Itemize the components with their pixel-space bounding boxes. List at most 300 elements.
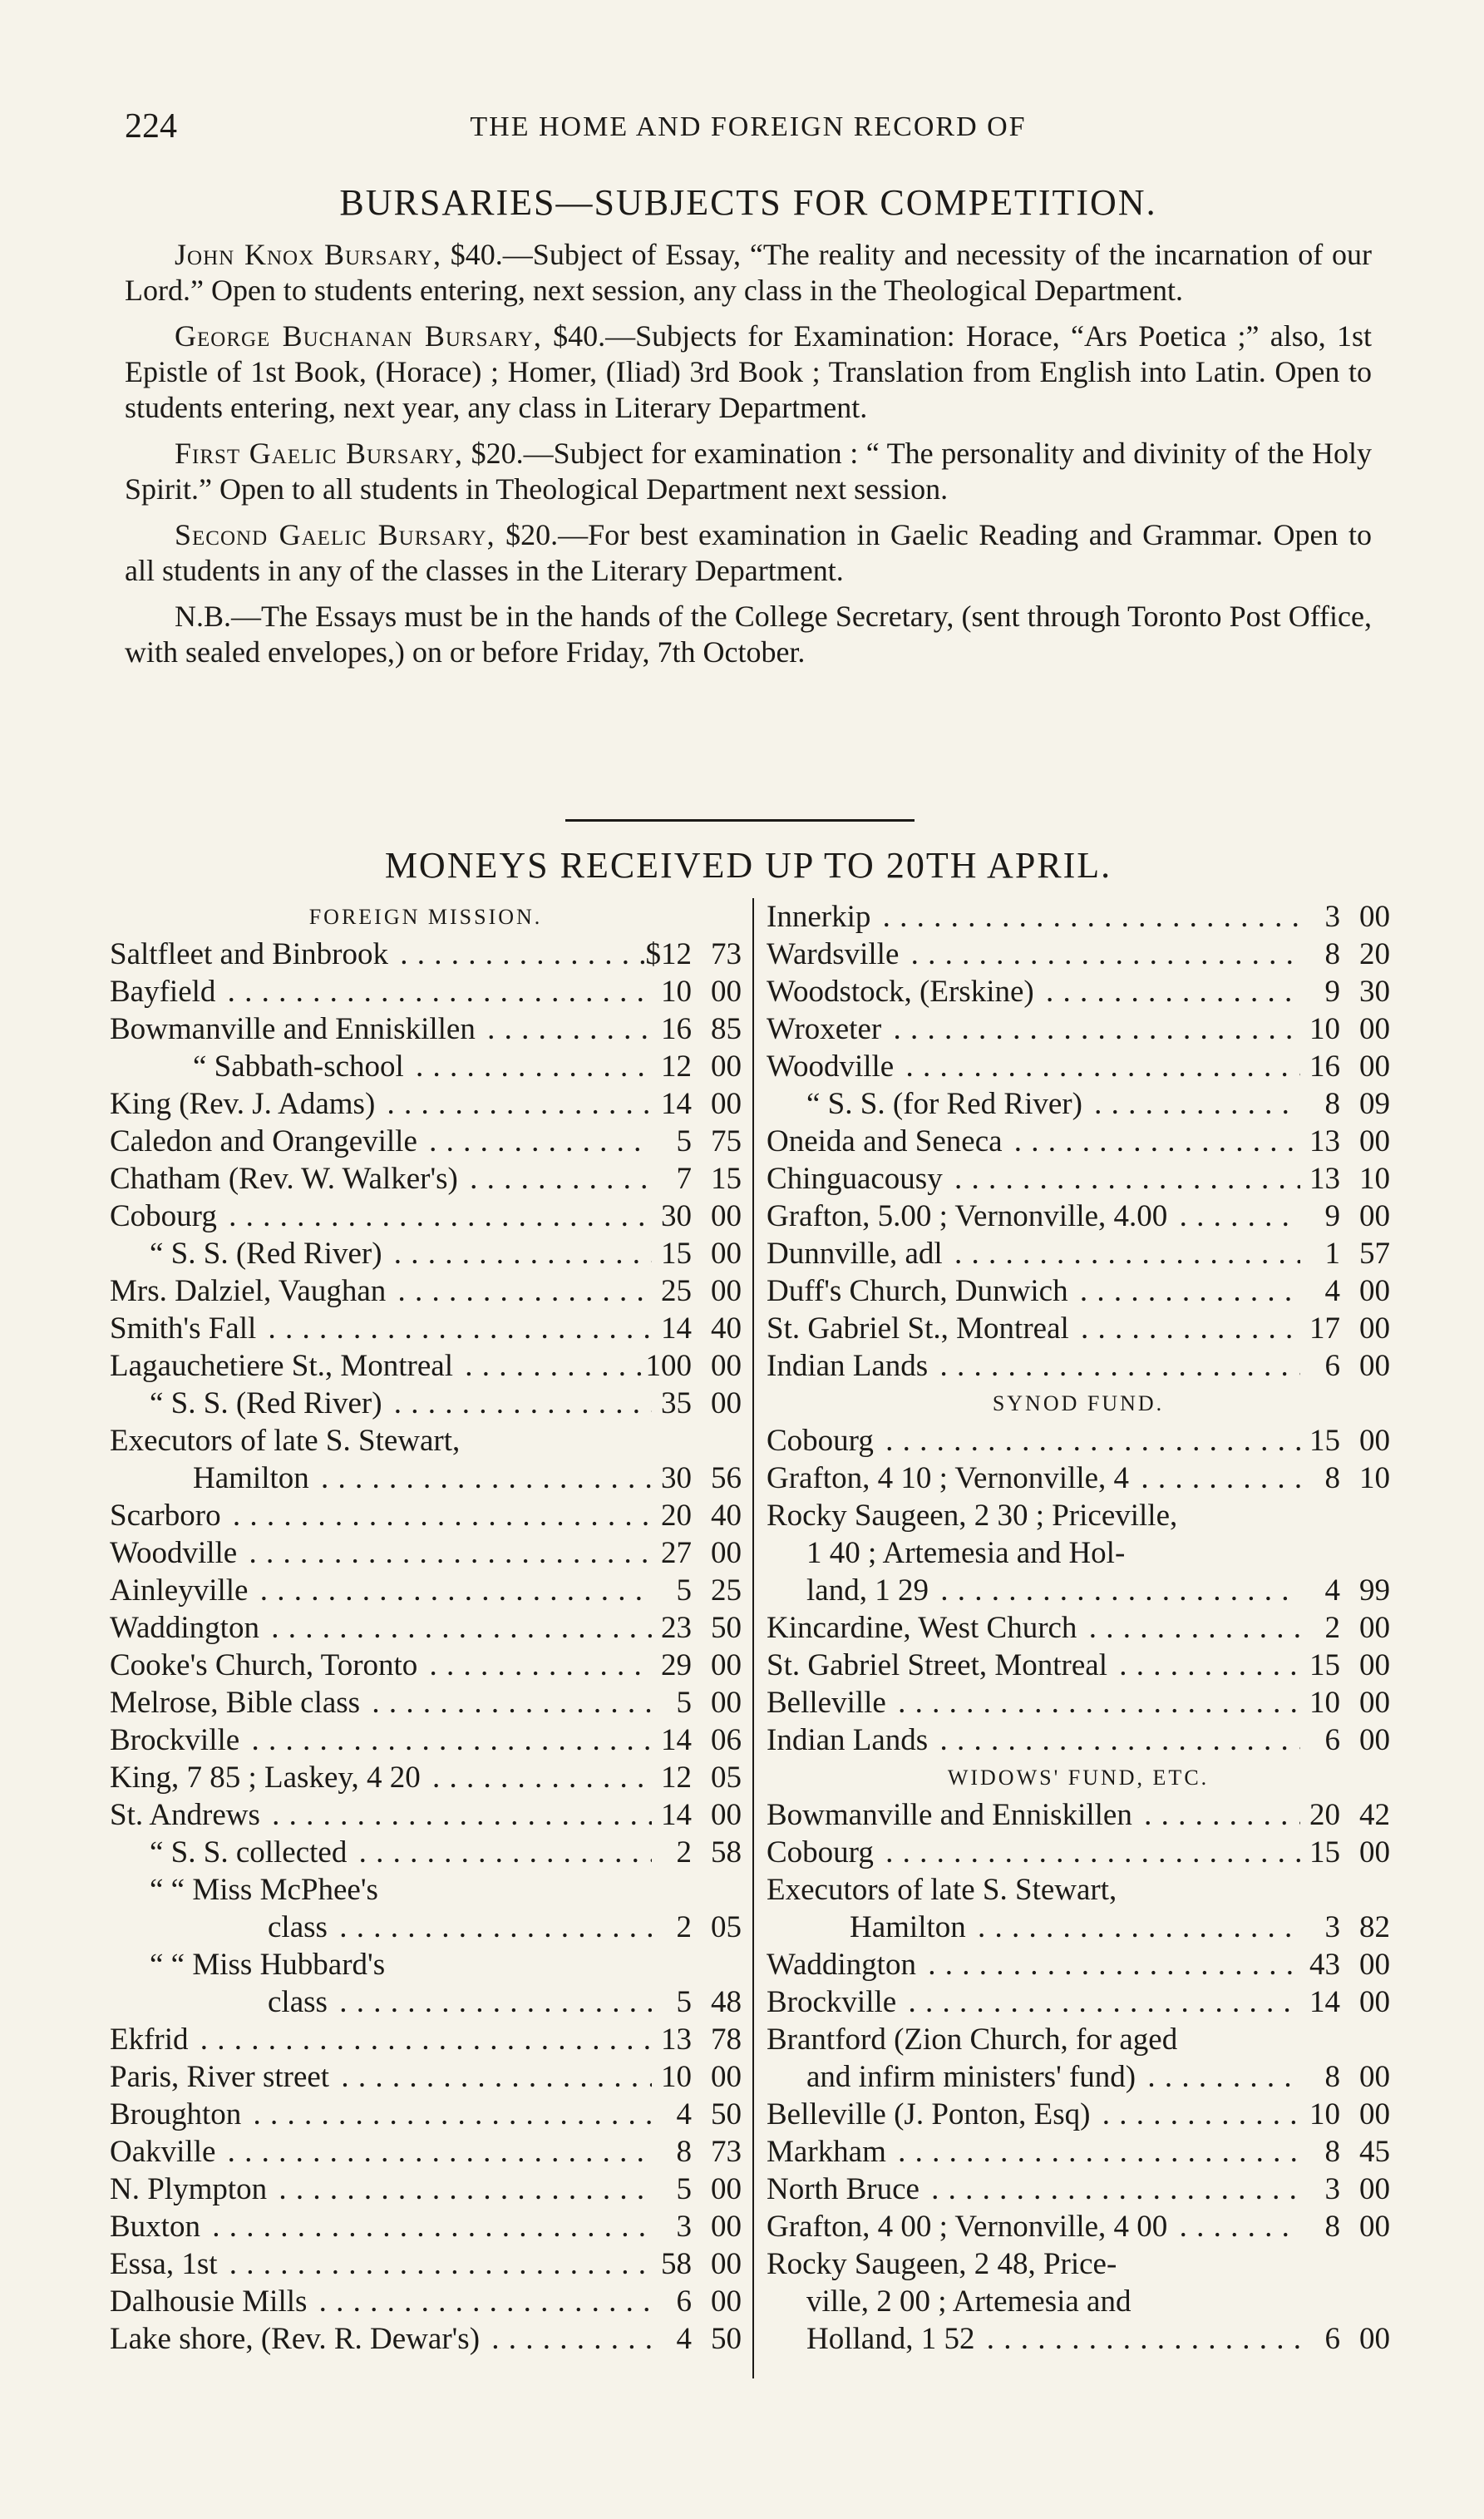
- amount-cents: 00: [711, 2172, 742, 2206]
- contribution-entry: [767, 1048, 1390, 1085]
- amount-cents: 00: [711, 2210, 742, 2244]
- contribution-entry: [767, 898, 1390, 936]
- contribution-entry: [767, 1272, 1390, 1310]
- amount-cents: 00: [711, 1199, 742, 1233]
- amount-cents: 00: [1359, 2172, 1390, 2206]
- amount-cents: 40: [711, 1499, 742, 1533]
- contributor-name-text: Woodville: [767, 1050, 897, 1084]
- contributor-name-text: Executors of late S. Stewart,: [767, 1873, 1120, 1907]
- contribution-entry: [110, 1160, 742, 1198]
- amount-cents: 00: [1359, 1199, 1390, 1233]
- contributor-name-text: Essa, 1st: [110, 2247, 221, 2281]
- contributor-name-text: Broughton: [110, 2097, 244, 2131]
- section-divider-rule: [565, 819, 915, 822]
- contribution-entry: [110, 1609, 742, 1647]
- amount-cents: 00: [711, 1087, 742, 1121]
- contributor-name-text: Bowmanville and Enniskillen: [110, 1012, 479, 1046]
- contributor-name-text: Rocky Saugeen, 2 30 ; Priceville,: [767, 1499, 1181, 1533]
- amount-cents: 00: [1359, 1723, 1390, 1757]
- contribution-entry: [767, 1871, 1390, 1909]
- contributor-name-text: Smith's Fall: [110, 1311, 259, 1346]
- contributor-name: [767, 1160, 1300, 1198]
- contribution-entry: [767, 2245, 1390, 2283]
- amount-dollars: 4: [1254, 1272, 1340, 1310]
- contributor-name-text: “ S. S. (Red River): [150, 1386, 386, 1420]
- amount-dollars: 10: [1254, 1010, 1340, 1048]
- contribution-entry: [767, 1235, 1390, 1272]
- amount-cents: 00: [1359, 2322, 1390, 2356]
- contributor-name: [806, 1534, 1300, 1572]
- amount-cents: 00: [1359, 1985, 1390, 2019]
- contribution-entry: [110, 1871, 742, 1909]
- amount-cents: 00: [1359, 1349, 1390, 1383]
- contributor-name-text: N. Plympton: [110, 2172, 270, 2206]
- bursary-text: N.B.—The Essays must be in the hands of the College Secretary, (sent through Toronto Post Office, with sealed envelopes,) on or before Friday, 7th October.: [125, 600, 1372, 669]
- contributor-name: [110, 1123, 652, 1160]
- amount-dollars: 13: [1254, 1123, 1340, 1160]
- contributor-name-text: “ “ Miss Hubbard's: [150, 1948, 388, 1982]
- contributor-name: [767, 1946, 1300, 1983]
- amount-dollars: 13: [605, 2021, 692, 2058]
- amount-dollars: 14: [605, 1796, 692, 1834]
- contributor-name: [110, 1198, 652, 1235]
- amount-cents: 56: [711, 1461, 742, 1495]
- contributor-name-text: Chatham (Rev. W. Walker's): [110, 1162, 461, 1196]
- contribution-entry: [110, 2058, 742, 2096]
- amount-cents: 82: [1359, 1910, 1390, 1944]
- contribution-entry: [110, 1721, 742, 1759]
- amount-cents: 75: [711, 1124, 742, 1158]
- contribution-entry: [767, 1460, 1390, 1497]
- amount-cents: 85: [711, 1012, 742, 1046]
- contribution-entry: [767, 1160, 1390, 1198]
- amount-cents: 00: [711, 1349, 742, 1383]
- contributor-name: [767, 2208, 1300, 2245]
- contributor-name: [767, 1609, 1300, 1647]
- contributor-name: [806, 2283, 1300, 2320]
- contributor-name: [110, 2171, 652, 2208]
- right-column: [767, 898, 1390, 2358]
- amount-dollars: 5: [605, 1684, 692, 1721]
- amount-cents: 00: [1359, 1948, 1390, 1982]
- amount-cents: 50: [711, 2097, 742, 2131]
- amount-cents: 15: [711, 1162, 742, 1196]
- amount-dollars: 5: [605, 1572, 692, 1609]
- contributor-name: [110, 1160, 652, 1198]
- contributor-name-text: Ainleyville: [110, 1573, 251, 1608]
- amount-dollars: 3: [1254, 1909, 1340, 1946]
- contributor-name: [150, 1235, 652, 1272]
- contributor-name: [767, 1123, 1300, 1160]
- contribution-entry: [110, 1123, 742, 1160]
- contribution-entry: [767, 1647, 1390, 1684]
- amount-cents: 00: [711, 2060, 742, 2094]
- contribution-entry: [767, 1834, 1390, 1871]
- amount-cents: 00: [711, 1274, 742, 1308]
- contributor-name: [110, 1347, 652, 1385]
- contributor-name: [767, 973, 1300, 1010]
- amount-cents: 00: [711, 1237, 742, 1271]
- contribution-entry: [110, 2245, 742, 2283]
- amount-dollars: 3: [605, 2208, 692, 2245]
- contributor-name-text: Woodville: [110, 1536, 240, 1570]
- contributor-name: [110, 1572, 652, 1609]
- contribution-entry: [767, 1572, 1390, 1609]
- contributor-name-text: Cobourg: [767, 1835, 877, 1869]
- amount-dollars: 35: [605, 1385, 692, 1422]
- amount-dollars: 10: [605, 973, 692, 1010]
- contribution-entry: [767, 2320, 1390, 2358]
- contributor-name: [110, 1534, 652, 1572]
- contributor-name: [150, 1871, 652, 1909]
- amount-dollars: 8: [1254, 1085, 1340, 1123]
- amount-dollars: 20: [1254, 1796, 1340, 1834]
- contributor-name: [193, 1460, 652, 1497]
- amount-cents: 73: [711, 937, 742, 971]
- contributor-name-text: Holland, 1 52: [806, 2322, 978, 2356]
- contributor-name-text: “ S. S. collected: [150, 1835, 350, 1869]
- contributor-name: [806, 2320, 1300, 2358]
- contribution-entry: [767, 1085, 1390, 1123]
- contributor-name: [110, 1272, 652, 1310]
- contributor-name: [110, 1721, 652, 1759]
- bursaries-title: BURSARIES—SUBJECTS FOR COMPETITION.: [339, 182, 1157, 223]
- contribution-entry: [767, 2058, 1390, 2096]
- contributor-name-text: Duff's Church, Dunwich: [767, 1274, 1072, 1308]
- contribution-entry: [110, 2283, 742, 2320]
- contributor-name-text: Cobourg: [767, 1424, 877, 1458]
- contribution-entry: [110, 2096, 742, 2133]
- contributor-name: [767, 1871, 1300, 1909]
- amount-dollars: 30: [605, 1460, 692, 1497]
- contributor-name-text: Bayfield: [110, 975, 219, 1009]
- amount-cents: 00: [1359, 1424, 1390, 1458]
- contributor-name: [110, 1310, 652, 1347]
- amount-dollars: 12: [605, 1759, 692, 1796]
- amount-dollars: 15: [1254, 1647, 1340, 1684]
- contributor-name: [110, 2245, 652, 2283]
- contribution-entry: [110, 1796, 742, 1834]
- contributor-name: [110, 2096, 652, 2133]
- contributor-name: [110, 2058, 652, 2096]
- contribution-entry: [110, 1198, 742, 1235]
- amount-cents: 00: [1359, 1648, 1390, 1682]
- contribution-entry: [110, 1272, 742, 1310]
- contributor-name-text: Oakville: [110, 2135, 219, 2169]
- contributor-name: [110, 1609, 652, 1647]
- bursary-name: George Buchanan Bursary,: [175, 319, 542, 353]
- amount-dollars: 8: [1254, 2058, 1340, 2096]
- amount-dollars: 13: [1254, 1160, 1340, 1198]
- contributor-name: [110, 2133, 652, 2171]
- contribution-entry: [767, 2096, 1390, 2133]
- amount-dollars: 16: [605, 1010, 692, 1048]
- bursary-text: $40.—Subjects for Examination: Horace, “Ars Poetica ;” also, 1st Epistle of 1st Book, (Horace) ; Homer, (Iliad) 3rd Book ; Translation from English into Latin. Open to students entering, next year, any class in Literary Department.: [125, 319, 1372, 424]
- contributor-name: [150, 1946, 652, 1983]
- contributor-name-text: Dalhousie Mills: [110, 2284, 310, 2319]
- amount-dollars: 6: [1254, 1721, 1340, 1759]
- amount-dollars: 4: [1254, 1572, 1340, 1609]
- contribution-entry: [767, 2021, 1390, 2058]
- amount-dollars: 7: [605, 1160, 692, 1198]
- contributor-name-text: Rocky Saugeen, 2 48, Price-: [767, 2247, 1120, 2281]
- contributor-name-text: Markham: [767, 2135, 890, 2169]
- amount-cents: 78: [711, 2023, 742, 2057]
- contributor-name: [767, 2245, 1300, 2283]
- contribution-entry: [767, 1684, 1390, 1721]
- amount-dollars: 15: [605, 1235, 692, 1272]
- contributor-name-text: Wroxeter: [767, 1012, 885, 1046]
- amount-dollars: 9: [1254, 1198, 1340, 1235]
- amount-dollars: 6: [1254, 2320, 1340, 2358]
- amount-cents: 20: [1359, 937, 1390, 971]
- contributor-name-text: Scarboro: [110, 1499, 224, 1533]
- amount-dollars: 25: [605, 1272, 692, 1310]
- amount-cents: 50: [711, 2322, 742, 2356]
- amount-cents: 40: [711, 1311, 742, 1346]
- contribution-entry: [767, 1010, 1390, 1048]
- contributor-name: [110, 1684, 652, 1721]
- contributor-name: [110, 1010, 652, 1048]
- amount-cents: 00: [711, 1050, 742, 1084]
- contributor-name: [767, 2133, 1300, 2171]
- contributor-name: [806, 1572, 1300, 1609]
- contribution-entry: [110, 1647, 742, 1684]
- amount-cents: 99: [1359, 1573, 1390, 1608]
- contributor-name-text: Saltfleet and Binbrook: [110, 937, 392, 971]
- fund-subheading: WIDOWS' FUND, ETC.: [947, 1766, 1210, 1790]
- contributor-name-text: Lake shore, (Rev. R. Dewar's): [110, 2322, 483, 2356]
- amount-dollars: 2: [605, 1834, 692, 1871]
- contribution-entry: [110, 1235, 742, 1272]
- contributor-name: [268, 1909, 652, 1946]
- amount-cents: 00: [1359, 1124, 1390, 1158]
- contribution-entry: [767, 936, 1390, 973]
- amount-dollars: 23: [605, 1609, 692, 1647]
- amount-cents: 05: [711, 1761, 742, 1795]
- contributor-name-text: King (Rev. J. Adams): [110, 1087, 378, 1121]
- contributor-name: [767, 1272, 1300, 1310]
- contributor-name-text: class: [268, 1985, 331, 2019]
- contributor-name: [767, 1310, 1300, 1347]
- amount-cents: 00: [1359, 2097, 1390, 2131]
- contributor-name: [110, 2320, 652, 2358]
- contributor-name-text: and infirm ministers' fund): [806, 2060, 1139, 2094]
- left-column: [110, 898, 742, 2358]
- contributor-name-text: Waddington: [110, 1611, 263, 1645]
- contributor-name-text: North Bruce: [767, 2172, 923, 2206]
- amount-dollars: 4: [605, 2096, 692, 2133]
- amount-dollars: 15: [1254, 1422, 1340, 1460]
- contribution-entry: [767, 1123, 1390, 1160]
- contribution-entry: [110, 2021, 742, 2058]
- contributor-name: [767, 1010, 1300, 1048]
- contributor-name: [767, 936, 1300, 973]
- contributor-name: [767, 1048, 1300, 1085]
- contributor-name-text: Executors of late S. Stewart,: [110, 1424, 463, 1458]
- amount-dollars: 8: [1254, 2208, 1340, 2245]
- contribution-entry: [110, 1085, 742, 1123]
- contribution-entry: [767, 1347, 1390, 1385]
- amount-dollars: 3: [1254, 2171, 1340, 2208]
- amount-cents: 50: [711, 1611, 742, 1645]
- amount-cents: 00: [711, 1798, 742, 1832]
- contributor-name-text: Mrs. Dalziel, Vaughan: [110, 1274, 389, 1308]
- contribution-entry: [110, 936, 742, 973]
- amount-dollars: 5: [605, 1983, 692, 2021]
- contributor-name-text: Indian Lands: [767, 1349, 931, 1383]
- amount-dollars: 5: [605, 1123, 692, 1160]
- contributor-name-text: Grafton, 4 00 ; Vernonville, 4 00: [767, 2210, 1171, 2244]
- contribution-entry: [110, 1534, 742, 1572]
- amount-dollars: 43: [1254, 1946, 1340, 1983]
- amount-dollars: 9: [1254, 973, 1340, 1010]
- contributor-name: [150, 1385, 652, 1422]
- contribution-entry: [767, 1198, 1390, 1235]
- bursary-name: First Gaelic Bursary,: [175, 437, 463, 470]
- contributor-name: [806, 2058, 1300, 2096]
- contribution-entry: [110, 2208, 742, 2245]
- amount-cents: 00: [1359, 1686, 1390, 1720]
- contributor-name: [850, 1909, 1300, 1946]
- contributor-name: [767, 1235, 1300, 1272]
- contributor-name-text: Ekfrid: [110, 2023, 192, 2057]
- contributor-name-text: Cooke's Church, Toronto: [110, 1648, 421, 1682]
- amount-cents: 00: [711, 1386, 742, 1420]
- bursary-paragraph: [125, 237, 1372, 309]
- contribution-entry: [110, 973, 742, 1010]
- contributor-name: [110, 1796, 652, 1834]
- amount-dollars: 10: [605, 2058, 692, 2096]
- amount-dollars: 8: [605, 2133, 692, 2171]
- moneys-received-section: [110, 898, 1390, 2412]
- amount-cents: 09: [1359, 1087, 1390, 1121]
- contributor-name: [110, 1085, 652, 1123]
- contributor-name: [767, 2096, 1300, 2133]
- contributor-name-text: Brockville: [110, 1723, 243, 1757]
- contributor-name-text: King, 7 85 ; Laskey, 4 20: [110, 1761, 424, 1795]
- contributor-name-text: Innerkip: [767, 900, 874, 934]
- amount-dollars: 27: [605, 1534, 692, 1572]
- bursary-paragraph: [125, 517, 1372, 589]
- amount-cents: 00: [1359, 2210, 1390, 2244]
- amount-cents: 10: [1359, 1461, 1390, 1495]
- amount-cents: 73: [711, 2135, 742, 2169]
- amount-dollars: 6: [605, 2283, 692, 2320]
- contributor-name-text: Hamilton: [193, 1461, 313, 1495]
- amount-cents: 00: [1359, 900, 1390, 934]
- contributor-name-text: Kincardine, West Church: [767, 1611, 1080, 1645]
- contribution-entry: [110, 1946, 742, 1983]
- contributor-name: [767, 2171, 1300, 2208]
- bursary-name: John Knox Bursary,: [175, 238, 441, 271]
- amount-cents: 58: [711, 1835, 742, 1869]
- amount-dollars: 6: [1254, 1347, 1340, 1385]
- contributor-name: [110, 1422, 652, 1460]
- contributor-name: [767, 1834, 1300, 1871]
- contributor-name: [110, 973, 652, 1010]
- contributor-name-text: Dunnville, adl: [767, 1237, 946, 1271]
- amount-cents: 42: [1359, 1798, 1390, 1832]
- contributor-name-text: 1 40 ; Artemesia and Hol-: [806, 1536, 1128, 1570]
- bursary-paragraph: [125, 319, 1372, 426]
- contribution-entry: [110, 1385, 742, 1422]
- amount-dollars: 29: [605, 1647, 692, 1684]
- amount-dollars: 20: [605, 1497, 692, 1534]
- contributor-name: [767, 1198, 1300, 1235]
- contribution-entry: [110, 2171, 742, 2208]
- amount-dollars: 1: [1254, 1235, 1340, 1272]
- amount-dollars: 8: [1254, 1460, 1340, 1497]
- amount-dollars: 16: [1254, 1048, 1340, 1085]
- amount-dollars: 14: [605, 1085, 692, 1123]
- amount-cents: 00: [1359, 1012, 1390, 1046]
- running-head: [125, 106, 1372, 156]
- amount-dollars: 12: [605, 1048, 692, 1085]
- contributor-name-text: Hamilton: [850, 1910, 969, 1944]
- contributor-name-text: Brantford (Zion Church, for aged: [767, 2023, 1181, 2057]
- contributor-name: [767, 1684, 1300, 1721]
- contributor-name-text: Belleville: [767, 1686, 890, 1720]
- contributor-name: [110, 2021, 652, 2058]
- contribution-entry: [767, 1609, 1390, 1647]
- amount-cents: 48: [711, 1985, 742, 2019]
- amount-cents: 00: [711, 1536, 742, 1570]
- contribution-entry: [110, 1048, 742, 1085]
- contribution-entry: [110, 1422, 742, 1460]
- amount-dollars: 4: [605, 2320, 692, 2358]
- amount-dollars: 14: [605, 1310, 692, 1347]
- amount-dollars: $12: [605, 936, 692, 973]
- contributor-name-text: Indian Lands: [767, 1723, 931, 1757]
- amount-cents: 00: [1359, 1611, 1390, 1645]
- contributor-name-text: “ Sabbath-school: [193, 1050, 407, 1084]
- column-divider: [752, 898, 754, 2378]
- contributor-name: [110, 2208, 652, 2245]
- amount-dollars: 5: [605, 2171, 692, 2208]
- contribution-entry: [110, 1460, 742, 1497]
- bursary-paragraph: [125, 599, 1372, 670]
- page-number: 224: [125, 107, 177, 146]
- contributor-name-text: Brockville: [767, 1985, 900, 2019]
- amount-dollars: 10: [1254, 2096, 1340, 2133]
- contribution-entry: [110, 1909, 742, 1946]
- contributor-name-text: Chinguacousy: [767, 1162, 946, 1196]
- amount-cents: 00: [711, 1648, 742, 1682]
- contribution-entry: [767, 1983, 1390, 2021]
- contribution-entry: [767, 1796, 1390, 1834]
- bursary-text: $20.—For best examination in Gaelic Reading and Grammar. Open to all students in any of the classes in the Literary Department.: [125, 518, 1372, 587]
- amount-dollars: 2: [605, 1909, 692, 1946]
- amount-cents: 00: [1359, 1050, 1390, 1084]
- contributor-name: [767, 1460, 1300, 1497]
- contribution-entry: [767, 2171, 1390, 2208]
- contributor-name-text: Cobourg: [110, 1199, 220, 1233]
- contribution-entry: [110, 2320, 742, 2358]
- amount-cents: 00: [1359, 1835, 1390, 1869]
- contributor-name-text: Bowmanville and Enniskillen: [767, 1798, 1136, 1832]
- amount-cents: 00: [711, 975, 742, 1009]
- contribution-entry: [767, 1422, 1390, 1460]
- amount-cents: 30: [1359, 975, 1390, 1009]
- moneys-title: MONEYS RECEIVED UP TO 20TH APRIL.: [384, 845, 1112, 886]
- contribution-entry: [110, 1983, 742, 2021]
- contributor-name-text: Caledon and Orangeville: [110, 1124, 421, 1158]
- contributor-name: [150, 1834, 652, 1871]
- contributor-name-text: St. Gabriel Street, Montreal: [767, 1648, 1111, 1682]
- amount-dollars: 100: [605, 1347, 692, 1385]
- amount-cents: 57: [1359, 1237, 1390, 1271]
